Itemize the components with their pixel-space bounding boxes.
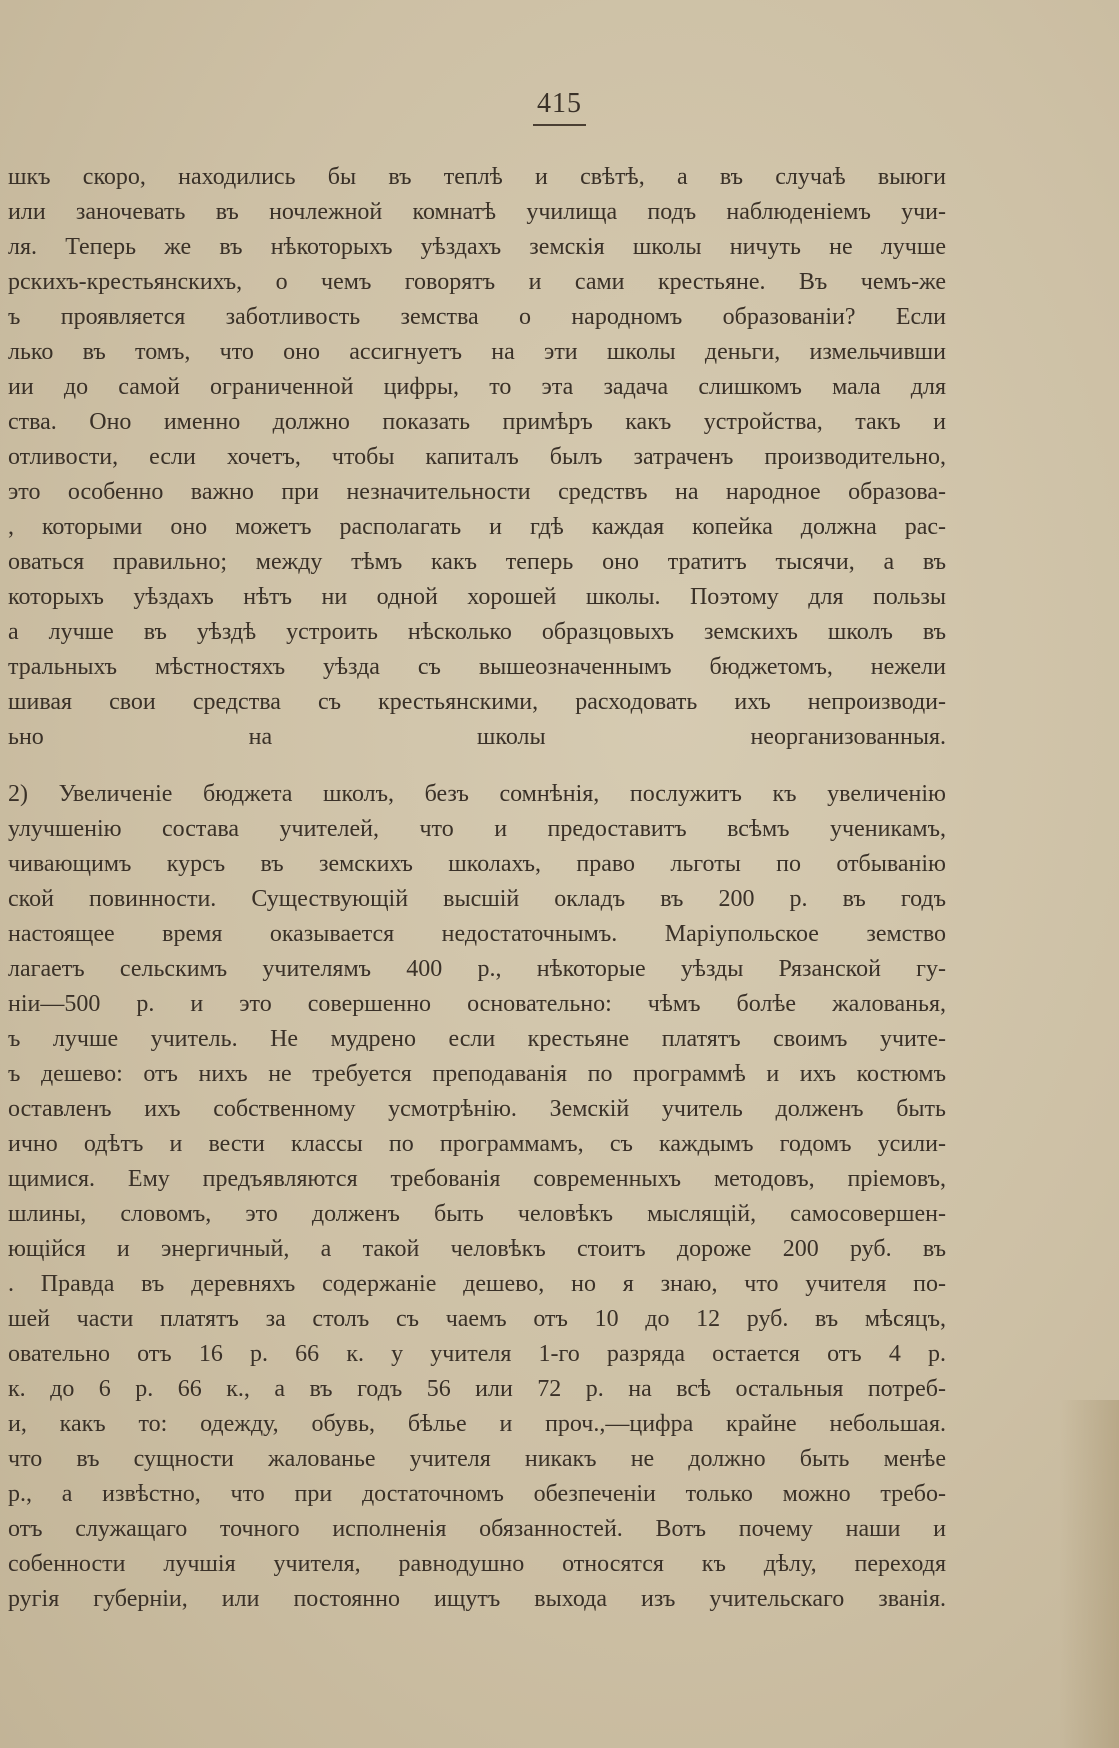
text-line: р., а извѣстно, что при достаточномъ обезпеченіи только можно требо-: [8, 1481, 946, 1507]
text-line: тральныхъ мѣстностяхъ уѣзда съ вышеозначеннымъ бюджетомъ, нежели: [8, 654, 946, 680]
paragraph-gap: [0, 755, 946, 777]
text-line: оваться правильно; между тѣмъ какъ теперь оно тратитъ тысячи, а въ: [8, 549, 946, 575]
text-line: собенности лучшія учителя, равнодушно относятся къ дѣлу, переходя: [8, 1551, 946, 1577]
text-line: а лучше въ уѣздѣ устроить нѣсколько образцовыхъ земскихъ школъ въ: [8, 619, 946, 645]
text-block: [0, 160, 946, 1617]
text-line: щимися. Ему предъявляются требованія современныхъ методовъ, пріемовъ,: [8, 1166, 946, 1192]
text-line: или заночевать въ ночлежной комнатѣ училища подъ наблюденіемъ учи-: [8, 199, 946, 225]
text-line: к. до 6 р. 66 к., а въ годъ 56 или 72 р. на всѣ остальныя потреб-: [8, 1376, 946, 1402]
text-line: отъ служащаго точного исполненія обязанностей. Вотъ почему наши и: [8, 1516, 946, 1542]
text-line: ъ дешево: отъ нихъ не требуется преподаванія по программѣ и ихъ костюмъ: [8, 1061, 946, 1087]
text-line: это особенно важно при незначительности средствъ на народное образова-: [8, 479, 946, 505]
text-line: шивая свои средства съ крестьянскими, расходовать ихъ непроизводи-: [8, 689, 946, 715]
text-line: ющійся и энергичный, а такой человѣкъ стоитъ дороже 200 руб. въ: [8, 1236, 946, 1262]
text-line: ругія губерніи, или постоянно ищутъ выхода изъ учительскаго званія.: [8, 1586, 946, 1612]
text-line: ля. Теперь же въ нѣкоторыхъ уѣздахъ земскія школы ничуть не лучше: [8, 234, 946, 260]
text-line: шкъ скоро, находились бы въ теплѣ и свѣтѣ, а въ случаѣ выюги: [8, 164, 946, 190]
text-line: настоящее время оказывается недостаточнымъ. Маріупольское земство: [8, 921, 946, 947]
paragraph-1: [0, 160, 946, 755]
text-line: и, какъ то: одежду, обувь, бѣлье и проч.,—цифра крайне небольшая.: [8, 1411, 946, 1437]
text-line: ьно на школы неорганизованныя.: [8, 724, 946, 750]
text-line: ъ проявляется заботливость земства о народномъ образованіи? Если: [8, 304, 946, 330]
page-stain: [1059, 1400, 1119, 1748]
text-line: рскихъ-крестьянскихъ, о чемъ говорятъ и сами крестьяне. Въ чемъ-же: [8, 269, 946, 295]
text-line: ъ лучше учитель. Не мудрено если крестьяне платятъ своимъ учите-: [8, 1026, 946, 1052]
page-number: [0, 88, 1119, 126]
text-line: ніи—500 р. и это совершенно основательно: чѣмъ болѣе жалованья,: [8, 991, 946, 1017]
page-number-text: 415: [533, 88, 586, 126]
text-line: лько въ томъ, что оно ассигнуетъ на эти школы деньги, измельчивши: [8, 339, 946, 365]
text-line: шей части платятъ за столъ съ чаемъ отъ 10 до 12 руб. въ мѣсяцъ,: [8, 1306, 946, 1332]
text-line: лагаетъ сельскимъ учителямъ 400 р., нѣкоторые уѣзды Рязанской гу-: [8, 956, 946, 982]
text-line: ской повинности. Существующій высшій окладъ въ 200 р. въ годъ: [8, 886, 946, 912]
text-line: оставленъ ихъ собственному усмотрѣнію. Земскій учитель долженъ быть: [8, 1096, 946, 1122]
paragraph-2: [0, 777, 946, 1617]
text-line: ии до самой ограниченной цифры, то эта задача слишкомъ мала для: [8, 374, 946, 400]
text-line: что въ сущности жалованье учителя никакъ не должно быть менѣе: [8, 1446, 946, 1472]
text-line: чивающимъ курсъ въ земскихъ школахъ, право льготы по отбыванію: [8, 851, 946, 877]
text-line: отливости, если хочетъ, чтобы капиталъ былъ затраченъ производительно,: [8, 444, 946, 470]
text-line: , которыми оно можетъ располагать и гдѣ каждая копейка должна рас-: [8, 514, 946, 540]
text-line: которыхъ уѣздахъ нѣтъ ни одной хорошей школы. Поэтому для пользы: [8, 584, 946, 610]
text-line: ично одѣтъ и вести классы по программамъ, съ каждымъ годомъ усили-: [8, 1131, 946, 1157]
text-line: 2) Увеличеніе бюджета школъ, безъ сомнѣнія, послужитъ къ увеличенію: [8, 781, 946, 807]
text-line: ства. Оно именно должно показать примѣръ какъ устройства, такъ и: [8, 409, 946, 435]
text-line: шлины, словомъ, это долженъ быть человѣкъ мыслящій, самосовершен-: [8, 1201, 946, 1227]
text-line: . Правда въ деревняхъ содержаніе дешево, но я знаю, что учителя по-: [8, 1271, 946, 1297]
text-line: улучшенію состава учителей, что и предоставитъ всѣмъ ученикамъ,: [8, 816, 946, 842]
text-line: овательно отъ 16 р. 66 к. у учителя 1-го разряда остается отъ 4 р.: [8, 1341, 946, 1367]
